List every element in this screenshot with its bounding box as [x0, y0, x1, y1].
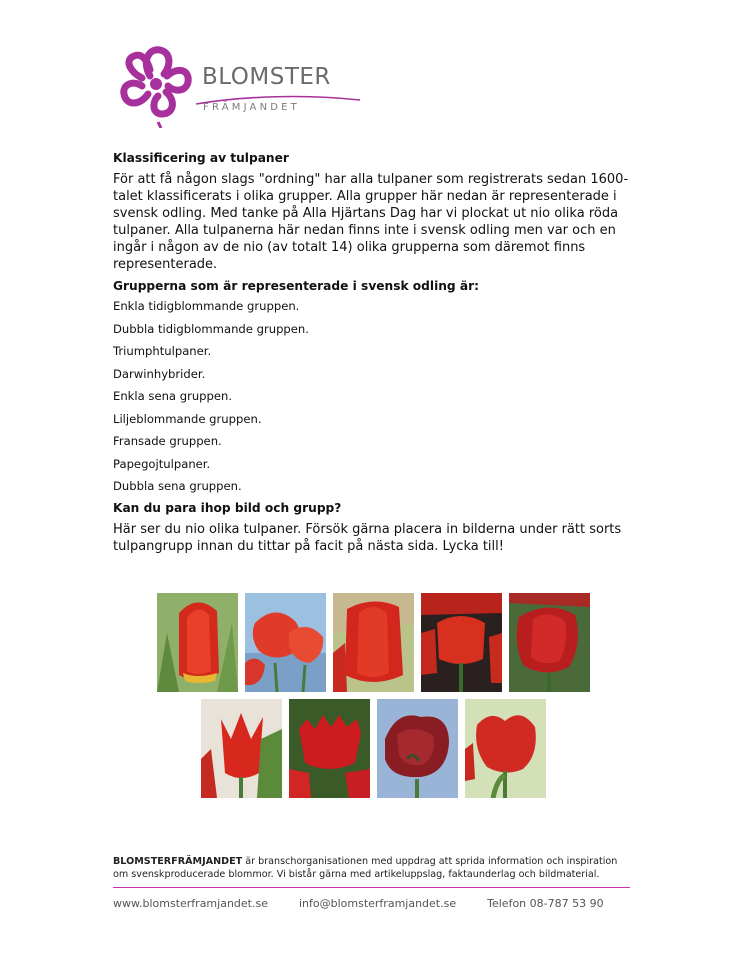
list-item: Dubbla tidigblommande gruppen.	[113, 321, 309, 336]
tulip-photo-1	[157, 593, 238, 692]
list-item: Triumphtulpaner.	[113, 344, 212, 358]
contact-line	[113, 897, 604, 910]
logo-wordmark: BLOMSTER	[202, 64, 331, 90]
heading-groups: Grupperna som är representerade i svensk odling är:	[113, 279, 480, 293]
intro-paragraph: För att få någon slags "ordning" har alla tulpaner som registrerats sedan 1600-talet klassificerats i olika grupper. Alla grupper här nedan är representerade i svensk odling. Med tanke på Alla Hjärtans Dag har vi plockat ut nio olika röda tulpaner. Alla tulpanerna här nedan finns inte i svensk odling men var och en ingår i någon av de nio (av totalt 14) olika grupperna som däremot finns representerade.	[113, 172, 629, 272]
phone-number: Telefon 08-787 53 90	[487, 897, 604, 910]
list-item: Papegojtulpaner.	[113, 456, 211, 471]
website-link[interactable]: www.blomsterframjandet.se	[113, 897, 268, 910]
tulip-photo-8	[377, 699, 458, 798]
list-item: Dubbla sena gruppen.	[113, 479, 242, 493]
list-item: Enkla tidigblommande gruppen.	[113, 299, 300, 313]
tulip-photo-3	[333, 593, 414, 692]
group-list	[113, 299, 633, 493]
list-item: Liljeblommande gruppen.	[113, 411, 262, 426]
footer-org-name: BLOMSTERFRÄMJANDET	[113, 856, 243, 867]
footer-divider	[113, 887, 630, 888]
tulip-photo-4	[421, 593, 502, 692]
tulip-photo-2	[245, 593, 326, 692]
footer-description-text: är branschorganisationen med uppdrag att sprida information och inspiration om svenskproducerade blommor. Vi bistår gärna med artikeluppslag, faktaunderlag och bildmaterial.	[113, 856, 618, 880]
tulip-photo-7	[289, 699, 370, 798]
tulip-gallery	[0, 593, 746, 805]
tulip-photo-9	[465, 699, 546, 798]
list-item: Darwinhybrider.	[113, 366, 206, 381]
email-link[interactable]: info@blomsterframjandet.se	[298, 897, 457, 910]
tulip-photo-6	[201, 699, 282, 798]
article-body	[113, 150, 633, 560]
tulip-photo-5	[509, 593, 590, 692]
list-item: Fransade gruppen.	[113, 434, 222, 448]
footer	[113, 855, 630, 888]
heading-match: Kan du para ihop bild och grupp?	[113, 500, 342, 515]
logo-subtitle: FRÄMJANDET	[203, 102, 300, 113]
footer-description	[113, 855, 630, 881]
gallery-row-2	[0, 699, 746, 798]
gallery-row-1	[0, 593, 746, 692]
blomsterframjandet-logo	[112, 42, 362, 128]
task-paragraph: Här ser du nio olika tulpaner. Försök gärna placera in bilderna under rätt sorts tulpangrupp innan du tittar på facit på nästa sida. Lycka till!	[113, 521, 622, 554]
heading-classification: Klassificering av tulpaner	[113, 151, 289, 165]
list-item: Enkla sena gruppen.	[113, 389, 233, 403]
flower-logo-icon	[112, 42, 202, 128]
